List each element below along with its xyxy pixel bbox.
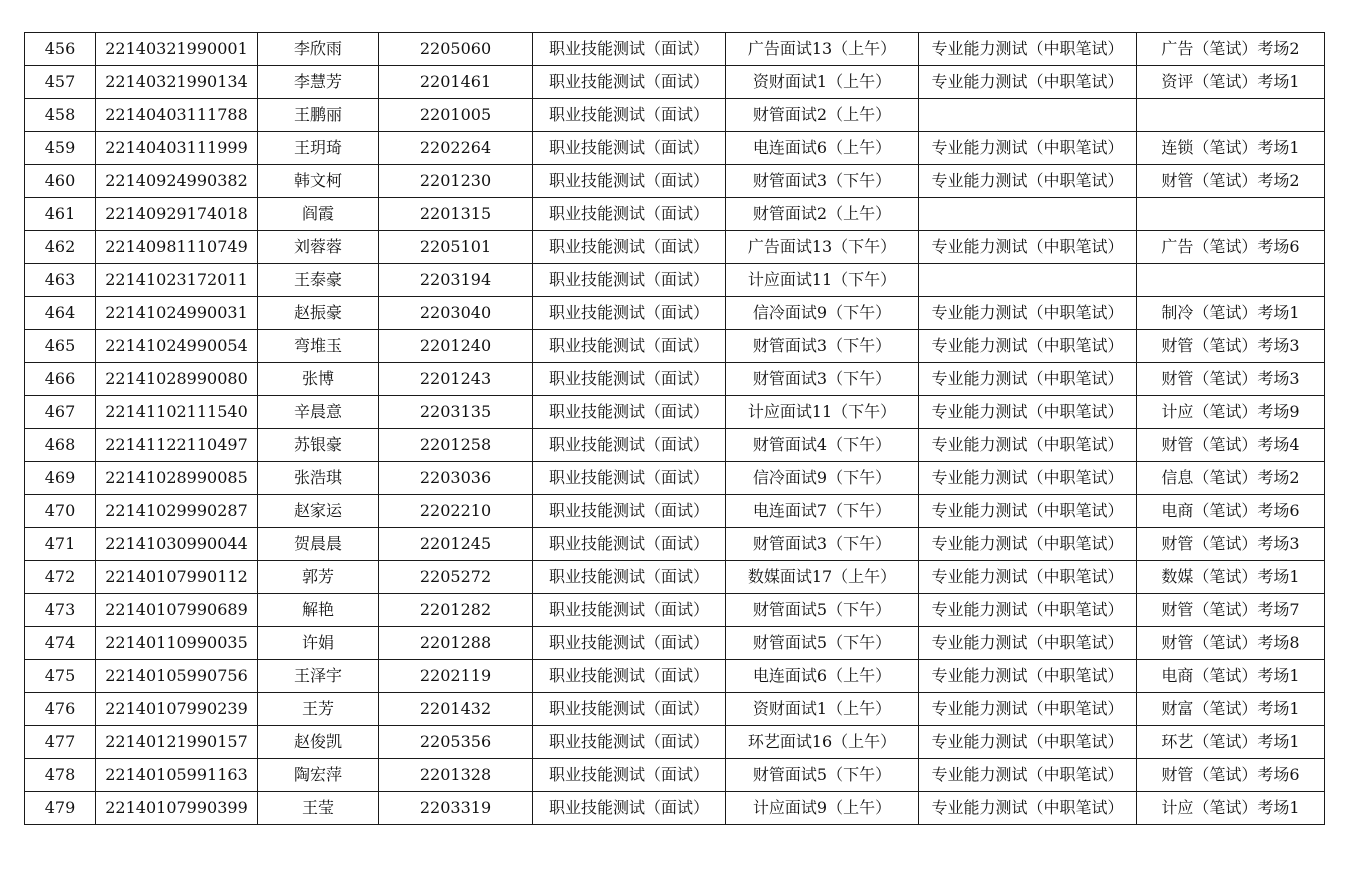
candidate-name-cell: 解艳 <box>258 594 379 627</box>
seq-number-cell: 464 <box>25 297 96 330</box>
seq-number-cell: 476 <box>25 693 96 726</box>
interview-room-cell: 财管面试3（下午） <box>726 363 919 396</box>
ticket-number-cell: 2201240 <box>379 330 533 363</box>
interview-room-cell: 财管面试3（下午） <box>726 330 919 363</box>
candidate-name-cell: 赵振豪 <box>258 297 379 330</box>
written-room-cell: 财管（笔试）考场2 <box>1137 165 1325 198</box>
written-room-cell <box>1137 99 1325 132</box>
interview-subject-cell: 职业技能测试（面试） <box>533 99 726 132</box>
candidate-name-cell: 苏银豪 <box>258 429 379 462</box>
registration-number-cell: 22141122110497 <box>96 429 258 462</box>
interview-subject-cell: 职业技能测试（面试） <box>533 264 726 297</box>
candidate-name-cell: 王泰豪 <box>258 264 379 297</box>
candidate-name-cell: 赵俊凯 <box>258 726 379 759</box>
written-subject-cell: 专业能力测试（中职笔试） <box>919 759 1137 792</box>
written-subject-cell: 专业能力测试（中职笔试） <box>919 561 1137 594</box>
written-room-cell: 数媒（笔试）考场1 <box>1137 561 1325 594</box>
written-subject-cell: 专业能力测试（中职笔试） <box>919 660 1137 693</box>
table-row <box>25 759 1325 792</box>
table-row <box>25 792 1325 825</box>
candidate-name-cell: 阎霞 <box>258 198 379 231</box>
registration-number-cell: 22140107990399 <box>96 792 258 825</box>
interview-subject-cell: 职业技能测试（面试） <box>533 363 726 396</box>
interview-room-cell: 资财面试1（上午） <box>726 66 919 99</box>
interview-room-cell: 财管面试3（下午） <box>726 528 919 561</box>
candidate-name-cell: 张博 <box>258 363 379 396</box>
candidate-name-cell: 辛晨意 <box>258 396 379 429</box>
registration-number-cell: 22140924990382 <box>96 165 258 198</box>
written-subject-cell: 专业能力测试（中职笔试） <box>919 297 1137 330</box>
interview-subject-cell: 职业技能测试（面试） <box>533 594 726 627</box>
table-row <box>25 726 1325 759</box>
candidate-name-cell: 李慧芳 <box>258 66 379 99</box>
written-subject-cell <box>919 99 1137 132</box>
written-room-cell: 制冷（笔试）考场1 <box>1137 297 1325 330</box>
registration-number-cell: 22141024990031 <box>96 297 258 330</box>
candidate-name-cell: 王鹏丽 <box>258 99 379 132</box>
written-subject-cell: 专业能力测试（中职笔试） <box>919 33 1137 66</box>
interview-room-cell: 广告面试13（下午） <box>726 231 919 264</box>
seq-number-cell: 473 <box>25 594 96 627</box>
written-subject-cell: 专业能力测试（中职笔试） <box>919 165 1137 198</box>
interview-room-cell: 信冷面试9（下午） <box>726 462 919 495</box>
interview-room-cell: 信冷面试9（下午） <box>726 297 919 330</box>
interview-room-cell: 计应面试11（下午） <box>726 396 919 429</box>
registration-number-cell: 22141023172011 <box>96 264 258 297</box>
written-subject-cell: 专业能力测试（中职笔试） <box>919 495 1137 528</box>
registration-number-cell: 22141030990044 <box>96 528 258 561</box>
interview-subject-cell: 职业技能测试（面试） <box>533 330 726 363</box>
written-subject-cell: 专业能力测试（中职笔试） <box>919 330 1137 363</box>
interview-room-cell: 财管面试3（下午） <box>726 165 919 198</box>
written-subject-cell: 专业能力测试（中职笔试） <box>919 627 1137 660</box>
ticket-number-cell: 2201315 <box>379 198 533 231</box>
written-room-cell: 连锁（笔试）考场1 <box>1137 132 1325 165</box>
seq-number-cell: 467 <box>25 396 96 429</box>
table-row <box>25 198 1325 231</box>
ticket-number-cell: 2202210 <box>379 495 533 528</box>
interview-subject-cell: 职业技能测试（面试） <box>533 561 726 594</box>
candidate-name-cell: 许娟 <box>258 627 379 660</box>
interview-room-cell: 数媒面试17（上午） <box>726 561 919 594</box>
registration-number-cell: 22141028990085 <box>96 462 258 495</box>
candidate-name-cell: 王玥琦 <box>258 132 379 165</box>
written-room-cell: 电商（笔试）考场6 <box>1137 495 1325 528</box>
registration-number-cell: 22140981110749 <box>96 231 258 264</box>
interview-subject-cell: 职业技能测试（面试） <box>533 726 726 759</box>
candidate-name-cell: 赵家运 <box>258 495 379 528</box>
table-row <box>25 297 1325 330</box>
registration-number-cell: 22140403111788 <box>96 99 258 132</box>
written-subject-cell: 专业能力测试（中职笔试） <box>919 594 1137 627</box>
ticket-number-cell: 2203194 <box>379 264 533 297</box>
seq-number-cell: 478 <box>25 759 96 792</box>
registration-number-cell: 22141028990080 <box>96 363 258 396</box>
ticket-number-cell: 2205356 <box>379 726 533 759</box>
seq-number-cell: 472 <box>25 561 96 594</box>
table-row <box>25 660 1325 693</box>
interview-subject-cell: 职业技能测试（面试） <box>533 66 726 99</box>
table-row <box>25 66 1325 99</box>
seq-number-cell: 475 <box>25 660 96 693</box>
registration-number-cell: 22140929174018 <box>96 198 258 231</box>
ticket-number-cell: 2201432 <box>379 693 533 726</box>
registration-number-cell: 22140107990239 <box>96 693 258 726</box>
ticket-number-cell: 2202264 <box>379 132 533 165</box>
interview-room-cell: 财管面试5（下午） <box>726 759 919 792</box>
table-row <box>25 231 1325 264</box>
written-room-cell: 财管（笔试）考场4 <box>1137 429 1325 462</box>
candidate-name-cell: 贺晨晨 <box>258 528 379 561</box>
seq-number-cell: 462 <box>25 231 96 264</box>
written-room-cell: 财管（笔试）考场3 <box>1137 330 1325 363</box>
interview-room-cell: 财管面试2（上午） <box>726 99 919 132</box>
interview-room-cell: 电连面试6（上午） <box>726 132 919 165</box>
candidate-name-cell: 刘蓉蓉 <box>258 231 379 264</box>
interview-room-cell: 环艺面试16（上午） <box>726 726 919 759</box>
written-room-cell <box>1137 198 1325 231</box>
written-subject-cell: 专业能力测试（中职笔试） <box>919 792 1137 825</box>
ticket-number-cell: 2205101 <box>379 231 533 264</box>
candidate-name-cell: 张浩琪 <box>258 462 379 495</box>
seq-number-cell: 459 <box>25 132 96 165</box>
written-room-cell: 信息（笔试）考场2 <box>1137 462 1325 495</box>
interview-subject-cell: 职业技能测试（面试） <box>533 198 726 231</box>
ticket-number-cell: 2202119 <box>379 660 533 693</box>
registration-number-cell: 22140110990035 <box>96 627 258 660</box>
table-row <box>25 363 1325 396</box>
interview-subject-cell: 职业技能测试（面试） <box>533 429 726 462</box>
candidate-name-cell: 陶宏萍 <box>258 759 379 792</box>
table-row <box>25 99 1325 132</box>
interview-subject-cell: 职业技能测试（面试） <box>533 396 726 429</box>
interview-subject-cell: 职业技能测试（面试） <box>533 759 726 792</box>
seq-number-cell: 466 <box>25 363 96 396</box>
written-room-cell: 电商（笔试）考场1 <box>1137 660 1325 693</box>
ticket-number-cell: 2203319 <box>379 792 533 825</box>
table-row <box>25 396 1325 429</box>
written-subject-cell: 专业能力测试（中职笔试） <box>919 363 1137 396</box>
table-row <box>25 33 1325 66</box>
interview-room-cell: 计应面试9（上午） <box>726 792 919 825</box>
interview-subject-cell: 职业技能测试（面试） <box>533 792 726 825</box>
seq-number-cell: 469 <box>25 462 96 495</box>
written-subject-cell: 专业能力测试（中职笔试） <box>919 231 1137 264</box>
interview-subject-cell: 职业技能测试（面试） <box>533 231 726 264</box>
candidate-name-cell: 弯堆玉 <box>258 330 379 363</box>
interview-room-cell: 资财面试1（上午） <box>726 693 919 726</box>
interview-room-cell: 财管面试2（上午） <box>726 198 919 231</box>
table-row <box>25 330 1325 363</box>
table-row <box>25 594 1325 627</box>
written-room-cell: 财管（笔试）考场3 <box>1137 528 1325 561</box>
interview-room-cell: 财管面试5（下午） <box>726 627 919 660</box>
written-subject-cell: 专业能力测试（中职笔试） <box>919 396 1137 429</box>
seq-number-cell: 463 <box>25 264 96 297</box>
seq-number-cell: 456 <box>25 33 96 66</box>
written-subject-cell <box>919 198 1137 231</box>
ticket-number-cell: 2203036 <box>379 462 533 495</box>
written-room-cell: 广告（笔试）考场2 <box>1137 33 1325 66</box>
candidate-name-cell: 韩文柯 <box>258 165 379 198</box>
written-room-cell: 环艺（笔试）考场1 <box>1137 726 1325 759</box>
written-room-cell: 计应（笔试）考场9 <box>1137 396 1325 429</box>
ticket-number-cell: 2201328 <box>379 759 533 792</box>
ticket-number-cell: 2201245 <box>379 528 533 561</box>
interview-room-cell: 财管面试5（下午） <box>726 594 919 627</box>
written-subject-cell: 专业能力测试（中职笔试） <box>919 528 1137 561</box>
interview-subject-cell: 职业技能测试（面试） <box>533 165 726 198</box>
table-row <box>25 462 1325 495</box>
registration-number-cell: 22140403111999 <box>96 132 258 165</box>
written-subject-cell: 专业能力测试（中职笔试） <box>919 726 1137 759</box>
written-room-cell: 广告（笔试）考场6 <box>1137 231 1325 264</box>
written-subject-cell: 专业能力测试（中职笔试） <box>919 429 1137 462</box>
interview-subject-cell: 职业技能测试（面试） <box>533 627 726 660</box>
seq-number-cell: 458 <box>25 99 96 132</box>
ticket-number-cell: 2201258 <box>379 429 533 462</box>
interview-room-cell: 财管面试4（下午） <box>726 429 919 462</box>
interview-room-cell: 广告面试13（上午） <box>726 33 919 66</box>
table-row <box>25 165 1325 198</box>
interview-subject-cell: 职业技能测试（面试） <box>533 495 726 528</box>
interview-subject-cell: 职业技能测试（面试） <box>533 33 726 66</box>
interview-subject-cell: 职业技能测试（面试） <box>533 297 726 330</box>
seq-number-cell: 460 <box>25 165 96 198</box>
registration-number-cell: 22140105990756 <box>96 660 258 693</box>
seq-number-cell: 474 <box>25 627 96 660</box>
registration-number-cell: 22140107990689 <box>96 594 258 627</box>
ticket-number-cell: 2201243 <box>379 363 533 396</box>
table-row <box>25 132 1325 165</box>
seq-number-cell: 457 <box>25 66 96 99</box>
registration-number-cell: 22140105991163 <box>96 759 258 792</box>
candidate-name-cell: 王芳 <box>258 693 379 726</box>
interview-room-cell: 电连面试7（下午） <box>726 495 919 528</box>
table-row <box>25 627 1325 660</box>
table-row <box>25 561 1325 594</box>
roster-body <box>25 33 1325 825</box>
interview-subject-cell: 职业技能测试（面试） <box>533 462 726 495</box>
candidate-name-cell: 郭芳 <box>258 561 379 594</box>
table-row <box>25 495 1325 528</box>
registration-number-cell: 22140121990157 <box>96 726 258 759</box>
ticket-number-cell: 2203040 <box>379 297 533 330</box>
registration-number-cell: 22141102111540 <box>96 396 258 429</box>
candidate-name-cell: 王莹 <box>258 792 379 825</box>
candidate-name-cell: 王泽宇 <box>258 660 379 693</box>
table-row <box>25 264 1325 297</box>
written-room-cell: 财管（笔试）考场7 <box>1137 594 1325 627</box>
written-room-cell: 财管（笔试）考场8 <box>1137 627 1325 660</box>
seq-number-cell: 470 <box>25 495 96 528</box>
written-subject-cell <box>919 264 1137 297</box>
ticket-number-cell: 2201005 <box>379 99 533 132</box>
seq-number-cell: 477 <box>25 726 96 759</box>
ticket-number-cell: 2201461 <box>379 66 533 99</box>
table-row <box>25 528 1325 561</box>
written-room-cell: 计应（笔试）考场1 <box>1137 792 1325 825</box>
written-room-cell: 财管（笔试）考场6 <box>1137 759 1325 792</box>
written-room-cell: 财富（笔试）考场1 <box>1137 693 1325 726</box>
table-row <box>25 693 1325 726</box>
interview-subject-cell: 职业技能测试（面试） <box>533 693 726 726</box>
interview-subject-cell: 职业技能测试（面试） <box>533 132 726 165</box>
registration-number-cell: 22140321990134 <box>96 66 258 99</box>
seq-number-cell: 479 <box>25 792 96 825</box>
written-subject-cell: 专业能力测试（中职笔试） <box>919 693 1137 726</box>
table-row <box>25 429 1325 462</box>
candidate-name-cell: 李欣雨 <box>258 33 379 66</box>
written-subject-cell: 专业能力测试（中职笔试） <box>919 462 1137 495</box>
registration-number-cell: 22140321990001 <box>96 33 258 66</box>
registration-number-cell: 22141029990287 <box>96 495 258 528</box>
written-subject-cell: 专业能力测试（中职笔试） <box>919 66 1137 99</box>
written-room-cell: 资评（笔试）考场1 <box>1137 66 1325 99</box>
seq-number-cell: 465 <box>25 330 96 363</box>
written-room-cell <box>1137 264 1325 297</box>
ticket-number-cell: 2203135 <box>379 396 533 429</box>
ticket-number-cell: 2201282 <box>379 594 533 627</box>
interview-subject-cell: 职业技能测试（面试） <box>533 660 726 693</box>
written-subject-cell: 专业能力测试（中职笔试） <box>919 132 1137 165</box>
registration-number-cell: 22141024990054 <box>96 330 258 363</box>
interview-room-cell: 计应面试11（下午） <box>726 264 919 297</box>
ticket-number-cell: 2205272 <box>379 561 533 594</box>
exam-roster-table <box>24 32 1325 825</box>
interview-room-cell: 电连面试6（上午） <box>726 660 919 693</box>
ticket-number-cell: 2205060 <box>379 33 533 66</box>
seq-number-cell: 461 <box>25 198 96 231</box>
written-room-cell: 财管（笔试）考场3 <box>1137 363 1325 396</box>
seq-number-cell: 471 <box>25 528 96 561</box>
registration-number-cell: 22140107990112 <box>96 561 258 594</box>
interview-subject-cell: 职业技能测试（面试） <box>533 528 726 561</box>
seq-number-cell: 468 <box>25 429 96 462</box>
ticket-number-cell: 2201288 <box>379 627 533 660</box>
ticket-number-cell: 2201230 <box>379 165 533 198</box>
